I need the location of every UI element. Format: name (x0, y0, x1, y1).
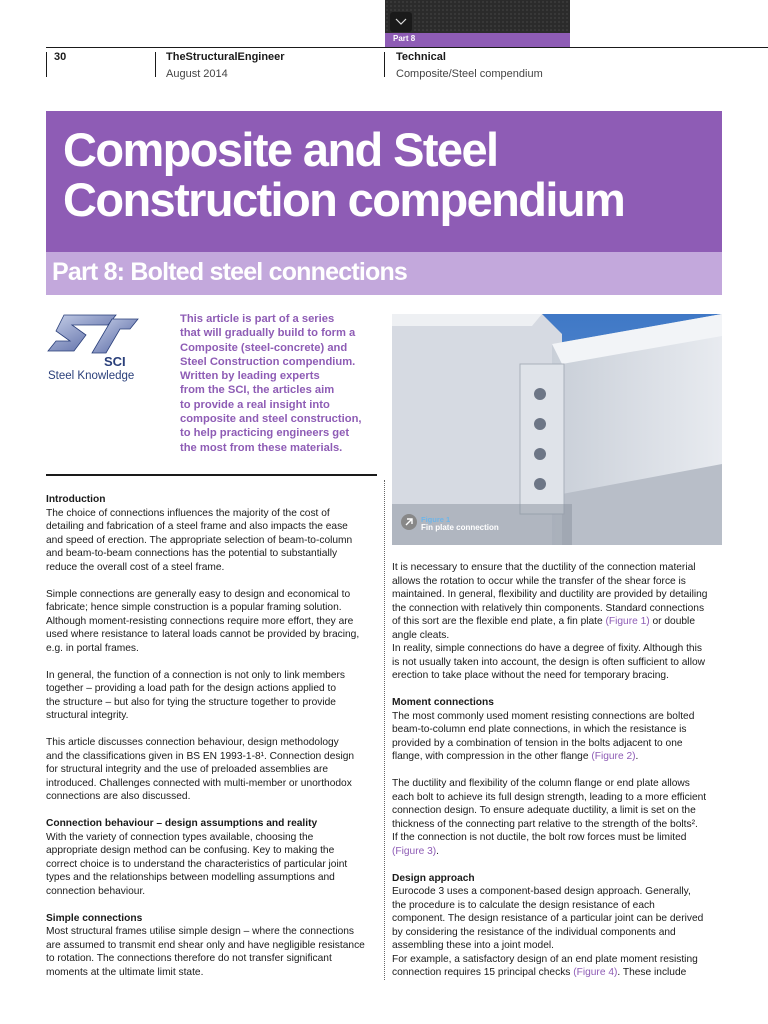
body-line: (Figure 3). (392, 845, 440, 857)
body-line: fabricate; hence simple construction is a popular framing solution. (46, 602, 342, 613)
body-line: introduced. Challenges connected with multi-member or unorthodox (46, 777, 352, 789)
body-line: reduce the overall cost of a steel frame. (46, 561, 225, 573)
body-line: Simple connections are generally easy to design and economical to (46, 588, 351, 600)
figure-reference-link[interactable]: (Figure 3) (392, 845, 437, 857)
body-line: It is necessary to ensure that the ductility of the connection material (392, 562, 696, 573)
body-line: For example, a satisfactory design of an end plate moment resisting (392, 953, 698, 965)
intro-line: composite and steel construction, (180, 413, 362, 426)
body-line: Eurocode 3 uses a component-based design approach. Generally, (392, 886, 691, 897)
paragraph-gap (46, 898, 377, 912)
body-line: the procedure is to calculate the design resistance of each (392, 899, 655, 911)
body-line: assembling these into a joint model. (392, 940, 554, 951)
body-line: This article discusses connection behaviour, design methodology (46, 737, 339, 748)
intro-line: to help practicing engineers get (180, 427, 350, 440)
left-column (46, 493, 377, 979)
body-line: In general, the function of a connection is not only to link members (46, 669, 346, 681)
body-line: maintained. In general, flexibility and ductility are provided by detailing (392, 589, 708, 600)
intro-line: Written by leading experts (180, 370, 320, 383)
body-line: In reality, simple connections do have a degree of fixity. Although this (392, 643, 702, 654)
body-line: and the classifications given in BS EN 1993-1-8¹. Connection design (46, 750, 355, 762)
figure-reference-link[interactable]: (Figure 1) (605, 616, 650, 627)
body-line: by considering the resistance of the individual components and (392, 926, 676, 938)
intro-line: Steel Construction compendium. (180, 355, 356, 368)
body-line: structural integrity. (46, 710, 129, 721)
body-line: correct choice is to understand the characteristics of particular joint (46, 858, 348, 870)
body-line: connection design. To ensure adequate ductility, a limit is set on the (392, 805, 696, 816)
section-tab-background (385, 0, 570, 33)
body-line: detailing and fabrication of a steel frame and also impacts the ease (46, 521, 348, 532)
paragraph-gap (392, 683, 722, 697)
body-line: connection requires 15 principal checks (Figure 4). These include (392, 967, 687, 978)
header-divider (384, 52, 385, 77)
body-line: the connection with relatively thin components. Standard connections (392, 602, 705, 614)
figure-reference-link[interactable]: (Figure 2) (591, 751, 636, 762)
section-heading: Introduction (46, 494, 106, 505)
section-heading: Simple connections (46, 912, 143, 924)
body-line: allows the rotation to occur while the transfer of the shear force is (392, 575, 686, 587)
body-line: are assumed to transmit end shear only and have negligible resistance (46, 939, 365, 951)
intro-line: the most from these materials. (180, 441, 343, 454)
body-line: erection to take place without the need for temporary bracing. (392, 670, 669, 681)
body-line: Most structural frames utilise simple design – where the connections (46, 926, 355, 937)
paragraph-gap (46, 574, 377, 588)
body-line: moments at the ultimate limit state. (46, 966, 204, 978)
intro-line: to provide a real insight into (180, 398, 330, 411)
body-line: connection behaviour. (46, 885, 146, 897)
header-divider (46, 52, 47, 77)
body-line: connections are also discussed. (46, 791, 191, 802)
body-line: e.g. in portal frames. (46, 642, 139, 654)
page-number: 30 (54, 51, 67, 63)
section-heading: Connection behaviour – design assumptions and reality (46, 818, 318, 829)
body-line: and speed of erection. The appropriate selection of beam-to-column (46, 534, 353, 546)
body-line: If the connection is not ductile, the bolt row forces must be limited (392, 832, 687, 843)
page-subtitle: Part 8: Bolted steel connections (52, 258, 408, 286)
section-tab (385, 33, 570, 47)
column-rule (46, 474, 377, 476)
body-line: The choice of connections influences the majority of the cost of (46, 507, 330, 519)
arrow-icon (401, 514, 417, 530)
body-line: appropriate design method can be confusing. Key to making the (46, 845, 335, 856)
section-name: Technical (396, 51, 446, 63)
subtitle-banner (46, 252, 722, 295)
body-line: for structural integrity and the use of preloaded assemblies are (46, 764, 329, 775)
page-title: Composite and Steel Construction compendium (63, 123, 625, 226)
chevron-down-icon[interactable] (390, 12, 412, 32)
body-line: beam-to-column end plate connections, in which the resistance is (392, 724, 687, 735)
right-column (392, 561, 722, 980)
figure-number: Figure 1 (421, 515, 451, 524)
paragraph-gap (46, 723, 377, 737)
issue-date: August 2014 (166, 68, 228, 80)
body-line: the structure – but also for tying the structure together to provide (46, 696, 336, 708)
intro-line: Composite (steel-concrete) and (180, 341, 348, 354)
paragraph-gap (392, 764, 722, 778)
header-divider (155, 52, 156, 77)
paragraph-gap (392, 858, 722, 872)
figure-title: Fin plate connection (421, 523, 499, 532)
header-rule (46, 47, 768, 48)
body-line: together – providing a load path for the design actions applied to (46, 683, 336, 694)
figure-reference-link[interactable]: (Figure 4) (573, 967, 618, 978)
intro-line: This article is part of a series (180, 313, 335, 325)
intro-text (180, 312, 378, 455)
body-line: used where resistance to lateral loads cannot be provided by bracing, (46, 629, 360, 640)
body-line: to rotation. The connections therefore do not transfer significant (46, 953, 332, 964)
svg-text:SCI: SCI (104, 354, 126, 369)
intro-line: from the SCI, the articles aim (180, 384, 335, 397)
body-line: component. The design resistance of a particular joint can be derived (392, 913, 704, 924)
body-line: and beam-to-beam connections has the potential to substantially (46, 548, 338, 559)
body-line: The ductility and flexibility of the column flange or end plate allows (392, 778, 690, 789)
body-line: Although moment-resisting connections require more effort, they are (46, 615, 354, 627)
paragraph-gap (46, 804, 377, 818)
body-line: flange, with compression in the other flange (Figure 2). (392, 751, 639, 762)
column-divider (384, 480, 385, 980)
body-line: The most commonly used moment resisting connections are bolted (392, 710, 695, 722)
publication-name: TheStructuralEngineer (166, 51, 285, 63)
body-line: provided by a combination of tension in the bolts adjacent to one (392, 737, 683, 749)
body-line: is not usually taken into account, the design is often sufficient to allow (392, 656, 705, 668)
fin-plate-connection-photo (392, 314, 722, 545)
body-line: thickness of the connecting part relative to the strength of the bolts². (392, 818, 698, 830)
body-line: types and the relationships between modelling assumptions and (46, 872, 335, 883)
body-line: With the variety of connection types available, choosing the (46, 831, 314, 843)
section-tab-label: Part 8 (393, 34, 416, 43)
body-line: of this sort are the flexible end plate, a fin plate (Figure 1) or double (392, 616, 695, 627)
body-line: angle cleats. (392, 629, 450, 641)
body-line: each bolt to achieve its full design strength, leading to a more efficient (392, 791, 707, 803)
section-heading: Design approach (392, 872, 475, 884)
intro-line: that will gradually build to form a (180, 327, 356, 340)
section-heading: Moment connections (392, 697, 494, 708)
logo-tagline: Steel Knowledge (48, 370, 135, 382)
title-banner (46, 111, 722, 252)
paragraph-gap (46, 655, 377, 669)
series-name: Composite/Steel compendium (396, 68, 543, 80)
